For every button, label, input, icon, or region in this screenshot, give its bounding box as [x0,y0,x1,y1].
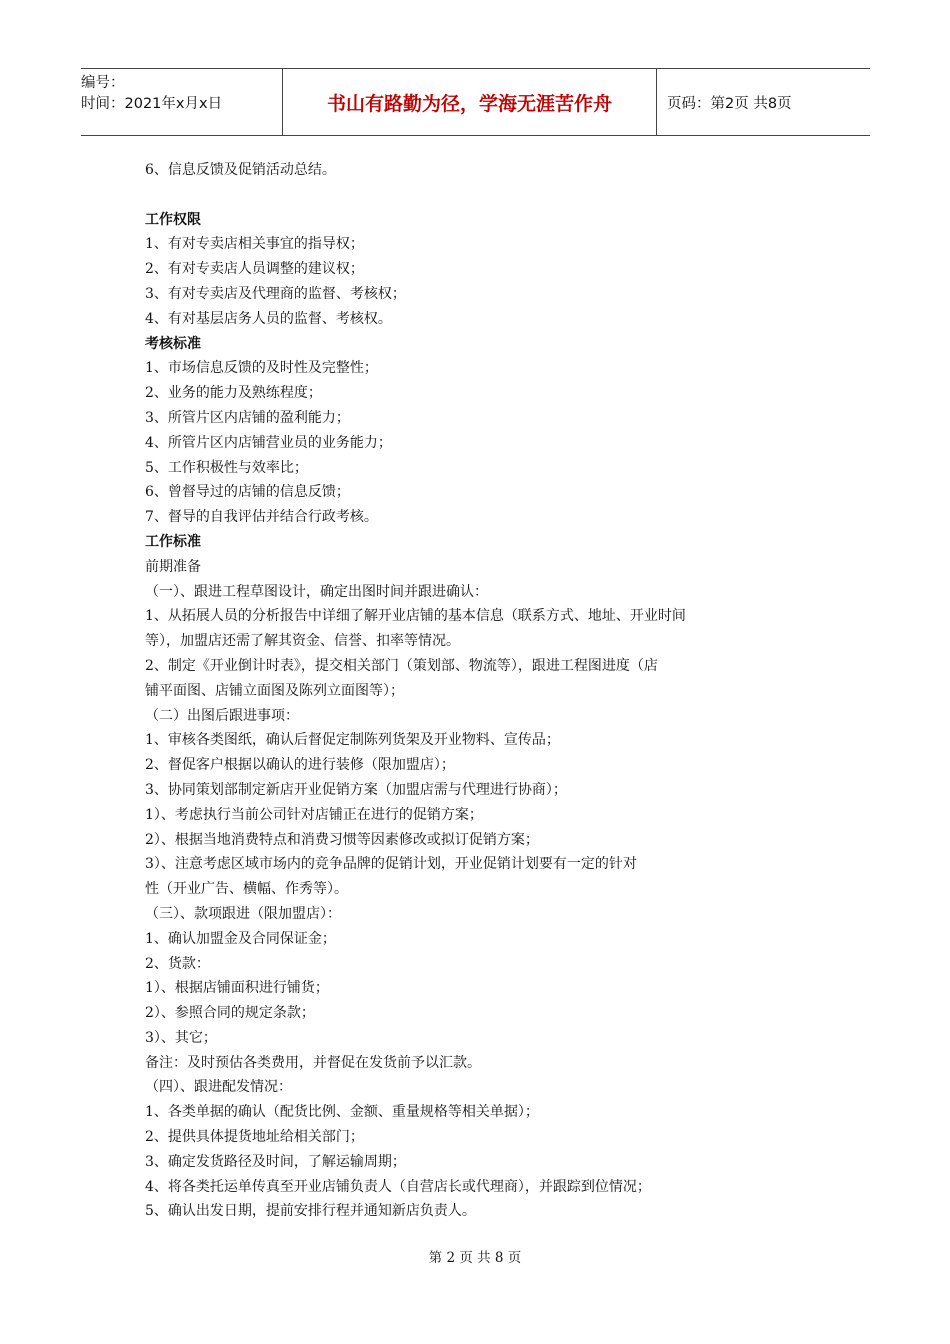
body-line: 3、有对专卖店及代理商的监督、考核权； [145,285,406,302]
body-line: 1）、考虑执行当前公司针对店铺正在进行的促销方案； [145,806,483,823]
body-line: 4、有对基层店务人员的监督、考核权。 [145,310,392,327]
body-line: 5、确认出发日期，提前安排行程并通知新店负责人。 [145,1203,476,1220]
document-time-label: 时间：2021年x月x日 [81,96,223,112]
body-line: 6、信息反馈及促销活动总结。 [145,162,336,178]
body-line: 2）、根据当地消费特点和消费习惯等因素修改或拟订促销方案； [145,831,539,848]
body-line: （一）、跟进工程草图设计，确定出图时间并跟进确认： [145,583,488,600]
body-line: 3、所管片区内店铺的盈利能力； [145,409,350,426]
body-line: 2、提供具体提货地址给相关部门； [145,1129,364,1146]
section-heading: 考核标准 [145,335,201,352]
body-line: 1、从拓展人员的分析报告中详细了解开业店铺的基本信息（联系方式、地址、开业时间 [145,608,686,625]
body-line: 2、制定《开业倒计时表》，提交相关部门（策划部、物流等），跟进工程图进度（店 [145,657,658,674]
body-line: 1、市场信息反馈的及时性及完整性； [145,360,378,377]
section-heading: 工作标准 [145,533,201,550]
body-line: 3）、其它； [145,1029,217,1046]
body-line: 1）、根据店铺面积进行铺货； [145,980,329,997]
body-line: 2、业务的能力及熟练程度； [145,385,322,402]
header-motto: 书山有路勤为径，学海无涯苦作舟 [282,69,657,135]
body-line: 1、各类单据的确认（配货比例、金额、重量规格等相关单据）； [145,1104,539,1121]
body-line: 1、审核各类图纸，确认后督促定制陈列货架及开业物料、宣传品； [145,732,560,749]
body-line: 前期准备 [145,558,201,575]
body-line: 3、协同策划部制定新店开业促销方案（加盟店需与代理进行协商）； [145,781,567,798]
body-line: 性（开业广告、横幅、作秀等）。 [145,881,348,898]
body-line: 2、有对专卖店人员调整的建议权； [145,261,364,278]
document-header [81,68,870,136]
body-line: （二）出图后跟进事项： [145,707,299,724]
body-line: 铺平面图、店铺立面图及陈列立面图等）； [145,682,404,699]
body-line: 2、督促客户根据以确认的进行装修（限加盟店）； [145,757,455,774]
body-line: （三）、款项跟进（限加盟店）： [145,905,341,922]
section-heading: 工作权限 [145,211,201,228]
document-number-label: 编号： [81,75,125,91]
document-body [145,158,815,1224]
body-line: 2）、参照合同的规定条款； [145,1005,315,1022]
body-line: 5、工作积极性与效率比； [145,459,308,476]
header-meta [81,69,282,135]
body-line: 2、货款： [145,955,210,972]
body-line: 7、督导的自我评估并结合行政考核。 [145,509,378,526]
paragraph-gap [145,183,815,208]
body-line: 3）、注意考虑区域市场内的竞争品牌的促销计划，开业促销计划要有一定的针对 [145,856,637,873]
body-line: （四）、跟进配发情况： [145,1079,292,1096]
body-line: 4、所管片区内店铺营业员的业务能力； [145,434,392,451]
body-line: 4、将各类托运单传真至开业店铺负责人（自营店长或代理商），并跟踪到位情况； [145,1178,651,1195]
page-footer: 第 2 页 共 8 页 [428,1250,522,1266]
header-page-info: 页码：第2页 共8页 [667,95,792,112]
body-line: 6、曾督导过的店铺的信息反馈； [145,484,350,501]
body-line: 1、确认加盟金及合同保证金； [145,930,336,947]
body-line: 等），加盟店还需了解其资金、信誉、扣率等情况。 [145,633,460,650]
body-line: 备注：及时预估各类费用，并督促在发货前予以汇款。 [145,1054,481,1071]
body-line: 1、有对专卖店相关事宜的指导权； [145,236,364,253]
body-line: 3、确定发货路径及时间，了解运输周期； [145,1153,406,1170]
